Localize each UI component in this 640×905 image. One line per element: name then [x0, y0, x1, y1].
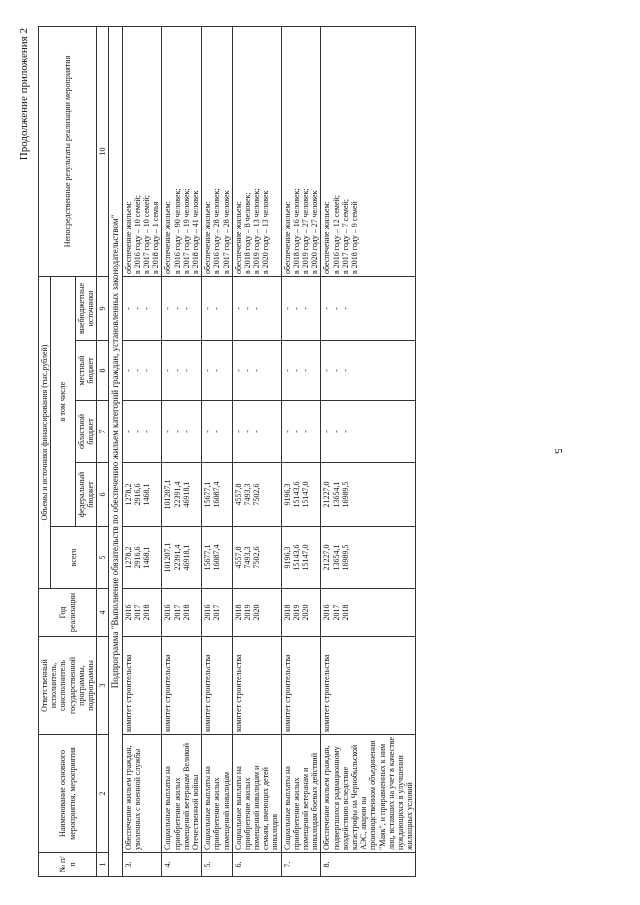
results-line: в 2017 году – 19 человек;: [181, 188, 191, 274]
local-amount-line: -: [142, 369, 152, 372]
total-amount-line: 46918,1: [181, 544, 191, 571]
federal-amount-line: 4557,8: [233, 483, 243, 506]
total-amount-line: 15677,1: [203, 544, 213, 571]
header-local: местный бюджет: [75, 341, 96, 401]
total-amount-line: 21227,0: [322, 544, 332, 571]
regional-amount-line: -: [163, 430, 173, 433]
federal-amount-line: 16989,5: [340, 481, 350, 508]
row-number: 4.: [162, 853, 202, 877]
years: [321, 589, 416, 637]
measure-name: Социальные выплаты на приобретение жилых помещений ветеранам Великой Отечественной войны: [162, 735, 202, 853]
header-year: Год реализации: [39, 589, 97, 637]
results: [281, 27, 321, 277]
results-line: в 2020 году – 27 человек: [310, 190, 320, 274]
extra-amount-line: -: [123, 307, 133, 310]
federal-amount-line: 13654,1: [331, 481, 341, 508]
column-number: 2: [97, 735, 109, 853]
header-num: № п/п: [39, 853, 97, 877]
regional-amount-line: -: [181, 430, 191, 433]
header-extra: внебюджетные источники: [75, 277, 96, 341]
years-line: 2016: [203, 604, 213, 621]
local-amount-line: -: [172, 369, 182, 372]
local-amount-line: -: [212, 369, 222, 372]
extra-amount-line: -: [322, 307, 332, 310]
results: [321, 27, 416, 277]
measure-name: Социальные выплаты на приобретение жилых помещений инвалидам и семьям, имеющих детей инвалидов: [232, 735, 281, 853]
years: [202, 589, 233, 637]
years-line: 2018: [233, 604, 243, 621]
federal-amount: [232, 463, 281, 527]
federal-amount-line: 22391,4: [172, 481, 182, 508]
federal-amount-line: 101207,1: [163, 479, 173, 510]
total-amount-line: 7502,6: [252, 546, 262, 569]
table-row: [122, 27, 162, 877]
results: [232, 27, 281, 277]
results-line: обеспечение жильем:: [322, 201, 332, 274]
column-numbers-row: [97, 27, 109, 877]
total-amount-line: 15147,0: [301, 544, 311, 571]
regional-amount-line: -: [331, 430, 341, 433]
total-amount-line: 22391,4: [172, 544, 182, 571]
federal-amount: [321, 463, 416, 527]
regional-amount-line: -: [252, 430, 262, 433]
extra-amount-line: -: [291, 307, 301, 310]
column-number: 3: [97, 637, 109, 735]
responsible-executor: комитет строительства: [281, 637, 321, 735]
total-amount: [162, 527, 202, 589]
total-amount-line: 4557,8: [233, 546, 243, 569]
total-amount: [232, 527, 281, 589]
regional-amount-line: -: [340, 430, 350, 433]
results-line: в 2018 году – 8 человек;: [242, 192, 252, 274]
local-amount-line: -: [291, 369, 301, 372]
local-amount-line: -: [301, 369, 311, 372]
results-line: в 2016 году – 12 семей;: [331, 194, 341, 274]
table-row: [232, 27, 281, 877]
row-number: 7.: [281, 853, 321, 877]
years: [162, 589, 202, 637]
column-number: 1: [97, 853, 109, 877]
responsible-executor: комитет строительства: [321, 637, 416, 735]
extra-amount: [202, 277, 233, 341]
extra-amount: [122, 277, 162, 341]
extra-amount-line: -: [340, 307, 350, 310]
local-amount-line: -: [252, 369, 262, 372]
measure-name: Социальные выплаты на приобретение жилых помещений инвалидам: [202, 735, 233, 853]
local-amount: [162, 341, 202, 401]
responsible-executor: комитет строительства: [232, 637, 281, 735]
column-number: 5: [97, 527, 109, 589]
table-row: [162, 27, 202, 877]
results-line: в 2017 году – 28 человек: [221, 190, 231, 274]
extra-amount-line: -: [172, 307, 182, 310]
federal-amount-line: 15143,6: [291, 481, 301, 508]
total-amount: [202, 527, 233, 589]
federal-amount: [281, 463, 321, 527]
responsible-executor: комитет строительства: [122, 637, 162, 735]
header-regional: областной бюджет: [75, 401, 96, 463]
local-amount-line: -: [282, 369, 292, 372]
regional-amount: [281, 401, 321, 463]
measure-name: Обеспечение жильем граждан, подвергшихся радиационному воздействию вследствие катастрофы на Чернобыльской АЭС, аварии на производственном объединении "Маяк", и приравненных к ним лиц, вставших на учет в качестве нуждающихся в улучшении жилищных условий: [321, 735, 416, 853]
federal-amount-line: 2916,6: [132, 483, 142, 506]
results-line: в 2018 году – 9 семей: [349, 201, 359, 274]
column-number: 10: [97, 27, 109, 277]
measure-name: Обеспечение жильем граждан, уволенных с военной службы: [122, 735, 162, 853]
total-amount-line: 16989,5: [340, 544, 350, 571]
total-amount-line: 101207,1: [163, 542, 173, 573]
local-amount-line: -: [163, 369, 173, 372]
federal-amount-line: 1278,2: [123, 483, 133, 506]
results-line: обеспечение жильем:: [233, 201, 243, 274]
results-line: обеспечение жильем:: [282, 201, 292, 274]
federal-amount-line: 1468,1: [142, 483, 152, 506]
years-line: 2020: [301, 604, 311, 621]
years: [232, 589, 281, 637]
years-line: 2016: [322, 604, 332, 621]
extra-amount: [162, 277, 202, 341]
federal-amount-line: 7493,3: [242, 483, 252, 506]
federal-amount: [202, 463, 233, 527]
extra-amount: [321, 277, 416, 341]
results-line: в 2019 году – 13 человек;: [252, 188, 262, 274]
results-line: в 2016 году – 10 семей;: [132, 194, 142, 274]
results-line: обеспечение жильем:: [123, 201, 133, 274]
header-funding: Объемы и источники финансирования (тыс.рублей): [39, 277, 51, 589]
header-name: Наименование основного мероприятия, мероприятия: [39, 735, 97, 853]
header-responsible: Ответственный исполнитель, соисполнитель государственной программы, подпрограммы: [39, 637, 97, 735]
row-number: 8.: [321, 853, 416, 877]
years-line: 2019: [291, 604, 301, 621]
local-amount: [202, 341, 233, 401]
years-line: 2017: [331, 604, 341, 621]
local-amount-line: -: [340, 369, 350, 372]
responsible-executor: комитет строительства: [162, 637, 202, 735]
regional-amount-line: -: [132, 430, 142, 433]
local-amount-line: -: [322, 369, 332, 372]
extra-amount-line: -: [282, 307, 292, 310]
results-line: обеспечение жильем:: [203, 201, 213, 274]
local-amount-line: -: [242, 369, 252, 372]
extra-amount-line: -: [301, 307, 311, 310]
total-amount: [281, 527, 321, 589]
responsible-executor: комитет строительства: [202, 637, 233, 735]
column-number: 8: [97, 341, 109, 401]
column-number: 6: [97, 463, 109, 527]
federal-amount-line: 16087,4: [212, 481, 222, 508]
regional-amount-line: -: [282, 430, 292, 433]
results-line: в 2016 году – 90 человек;: [172, 188, 182, 274]
row-number: 5.: [202, 853, 233, 877]
total-amount: [321, 527, 416, 589]
results: [122, 27, 162, 277]
results-line: в 2018 году – 1 семья: [151, 201, 161, 274]
results-line: в 2017 году – 7 семей;: [340, 198, 350, 274]
regional-amount-line: -: [301, 430, 311, 433]
local-amount-line: -: [203, 369, 213, 372]
results-line: в 2016 году – 28 человек;: [212, 188, 222, 274]
regional-amount-line: -: [291, 430, 301, 433]
regional-amount-line: -: [172, 430, 182, 433]
years-line: 2018: [340, 604, 350, 621]
extra-amount-line: -: [203, 307, 213, 310]
extra-amount: [281, 277, 321, 341]
federal-amount-line: 21227,0: [322, 481, 332, 508]
local-amount-line: -: [123, 369, 133, 372]
total-amount-line: 15143,6: [291, 544, 301, 571]
years-line: 2020: [252, 604, 262, 621]
header-federal: федеральный бюджет: [75, 463, 96, 527]
regional-amount: [122, 401, 162, 463]
years: [122, 589, 162, 637]
local-amount: [281, 341, 321, 401]
results-line: в 2018 году – 41 человек: [190, 190, 200, 274]
local-amount: [321, 341, 416, 401]
table-row: [321, 27, 416, 877]
years-line: 2017: [172, 604, 182, 621]
years-line: 2017: [212, 604, 222, 621]
total-amount-line: 13654,1: [331, 544, 341, 571]
extra-amount-line: -: [252, 307, 262, 310]
total-amount-line: 1278,2: [123, 546, 133, 569]
total-amount: [122, 527, 162, 589]
header-results: Непосредственные результаты реализации мероприятия: [39, 27, 97, 277]
total-amount-line: 9196,3: [282, 546, 292, 569]
local-amount-line: -: [233, 369, 243, 372]
total-amount-line: 2916,6: [132, 546, 142, 569]
regional-amount: [321, 401, 416, 463]
total-amount-line: 7493,3: [242, 546, 252, 569]
results-line: в 2018 году – 16 человек;: [291, 188, 301, 274]
federal-amount-line: 15677,1: [203, 481, 213, 508]
regional-amount: [232, 401, 281, 463]
column-number: 7: [97, 401, 109, 463]
local-amount-line: -: [181, 369, 191, 372]
regional-amount-line: -: [242, 430, 252, 433]
results-line: в 2019 году – 27 человек;: [301, 188, 311, 274]
extra-amount-line: -: [233, 307, 243, 310]
row-number: 3.: [122, 853, 162, 877]
results-line: в 2020 году – 13 человек: [261, 190, 271, 274]
years-line: 2017: [132, 604, 142, 621]
local-amount-line: -: [331, 369, 341, 372]
program-table: [38, 26, 416, 877]
years-line: 2018: [142, 604, 152, 621]
regional-amount-line: -: [123, 430, 133, 433]
years-line: 2016: [123, 604, 133, 621]
table-row: [202, 27, 233, 877]
column-number: 4: [97, 589, 109, 637]
years-line: 2018: [282, 604, 292, 621]
results: [162, 27, 202, 277]
federal-amount: [162, 463, 202, 527]
header-including: в том числе: [51, 277, 76, 527]
results: [202, 27, 233, 277]
extra-amount-line: -: [132, 307, 142, 310]
regional-amount-line: -: [233, 430, 243, 433]
extra-amount-line: -: [142, 307, 152, 310]
extra-amount: [232, 277, 281, 341]
extra-amount-line: -: [181, 307, 191, 310]
local-amount: [232, 341, 281, 401]
regional-amount-line: -: [322, 430, 332, 433]
years-line: 2018: [181, 604, 191, 621]
total-amount-line: 1468,1: [142, 546, 152, 569]
federal-amount: [122, 463, 162, 527]
regional-amount: [202, 401, 233, 463]
total-amount-line: 16087,4: [212, 544, 222, 571]
federal-amount-line: 46918,1: [181, 481, 191, 508]
regional-amount-line: -: [142, 430, 152, 433]
extra-amount-line: -: [242, 307, 252, 310]
federal-amount-line: 9196,3: [282, 483, 292, 506]
header-total: всего: [51, 527, 97, 589]
years-line: 2016: [163, 604, 173, 621]
local-amount: [122, 341, 162, 401]
federal-amount-line: 7502,6: [252, 483, 262, 506]
extra-amount-line: -: [163, 307, 173, 310]
local-amount-line: -: [132, 369, 142, 372]
results-line: в 2017 году – 10 семей;: [142, 194, 152, 274]
subprogram-title: Подпрограмма "Выполнение обязательств по обеспечению жильем категорий граждан, установленных законодательством": [109, 27, 122, 877]
years: [281, 589, 321, 637]
measure-name: Социальные выплаты на приобретение жилых помещений ветеранам и инвалидам боевых действий: [281, 735, 321, 853]
continuation-label: Продолжение приложения 2: [18, 28, 30, 161]
results-line: обеспечение жильем:: [163, 201, 173, 274]
regional-amount-line: -: [203, 430, 213, 433]
table-row: [281, 27, 321, 877]
years-line: 2019: [242, 604, 252, 621]
row-number: 6.: [232, 853, 281, 877]
page-number: 5: [551, 448, 564, 454]
column-number: 9: [97, 277, 109, 341]
regional-amount-line: -: [212, 430, 222, 433]
federal-amount-line: 15147,0: [301, 481, 311, 508]
regional-amount: [162, 401, 202, 463]
extra-amount-line: -: [212, 307, 222, 310]
extra-amount-line: -: [331, 307, 341, 310]
